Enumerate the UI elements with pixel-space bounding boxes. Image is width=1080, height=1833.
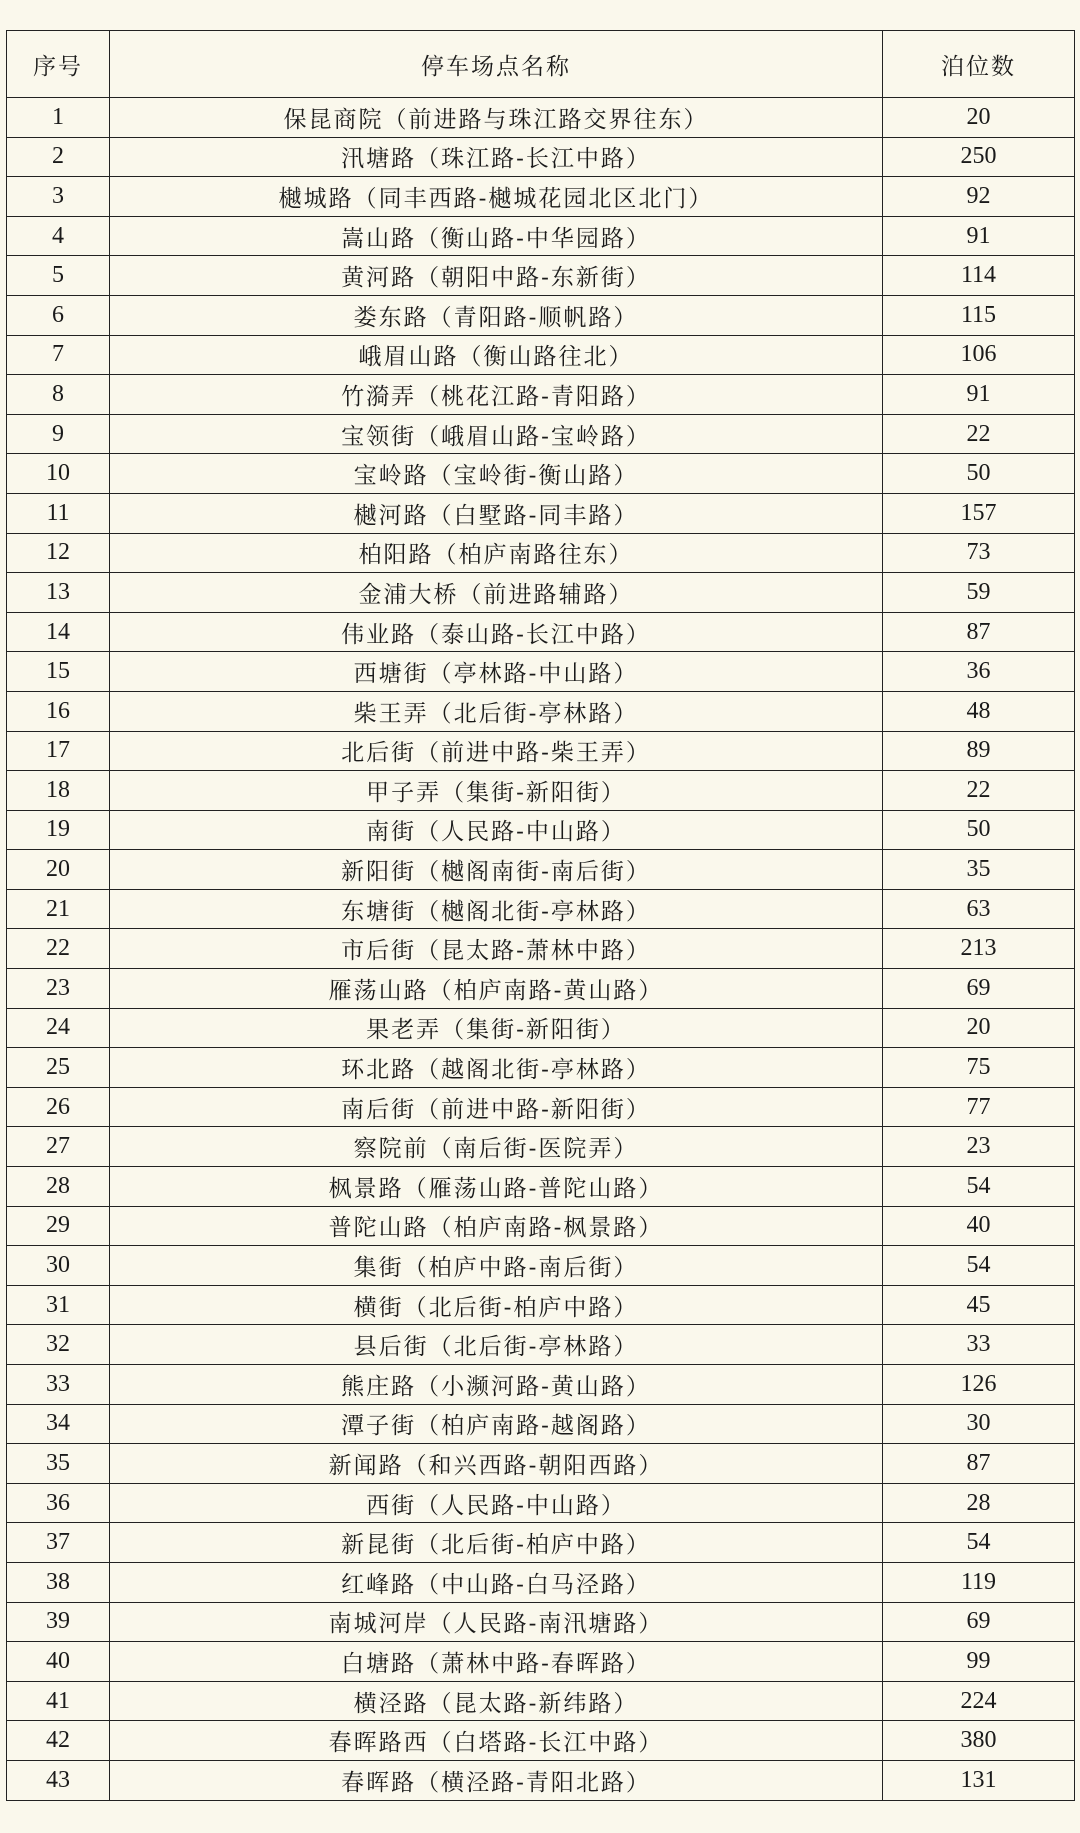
- table-row: [7, 969, 1075, 1009]
- row-space-count: 33: [883, 1325, 1075, 1365]
- row-parking-lot-name: 察院前（南后街-医院弄）: [110, 1127, 883, 1167]
- table-row: [7, 375, 1075, 415]
- row-parking-lot-name: 柴王弄（北后街-亭林路）: [110, 691, 883, 731]
- table-row: [7, 691, 1075, 731]
- table-row: [7, 1404, 1075, 1444]
- row-serial-number: 17: [7, 731, 110, 771]
- row-parking-lot-name: 西街（人民路-中山路）: [110, 1483, 883, 1523]
- header-row: [7, 31, 1075, 98]
- table-row: [7, 1206, 1075, 1246]
- row-parking-lot-name: 柏阳路（柏庐南路往东）: [110, 533, 883, 573]
- row-space-count: 106: [883, 335, 1075, 375]
- row-space-count: 54: [883, 1167, 1075, 1207]
- table-row: [7, 1760, 1075, 1800]
- row-parking-lot-name: 春晖路西（白塔路-长江中路）: [110, 1721, 883, 1761]
- row-space-count: 213: [883, 929, 1075, 969]
- row-serial-number: 5: [7, 256, 110, 296]
- row-serial-number: 21: [7, 889, 110, 929]
- table-row: [7, 1087, 1075, 1127]
- row-parking-lot-name: 甲子弄（集街-新阳街）: [110, 771, 883, 811]
- row-serial-number: 27: [7, 1127, 110, 1167]
- table-header: [7, 31, 1075, 98]
- table-row: [7, 493, 1075, 533]
- row-parking-lot-name: 娄东路（青阳路-顺帆路）: [110, 295, 883, 335]
- table-row: [7, 98, 1075, 138]
- row-space-count: 131: [883, 1760, 1075, 1800]
- row-space-count: 99: [883, 1642, 1075, 1682]
- row-serial-number: 9: [7, 414, 110, 454]
- row-space-count: 63: [883, 889, 1075, 929]
- row-parking-lot-name: 新闻路（和兴西路-朝阳西路）: [110, 1444, 883, 1484]
- row-space-count: 30: [883, 1404, 1075, 1444]
- row-space-count: 89: [883, 731, 1075, 771]
- table-row: [7, 850, 1075, 890]
- row-serial-number: 38: [7, 1562, 110, 1602]
- table-row: [7, 1562, 1075, 1602]
- table-row: [7, 889, 1075, 929]
- row-parking-lot-name: 黄河路（朝阳中路-东新街）: [110, 256, 883, 296]
- row-space-count: 157: [883, 493, 1075, 533]
- row-space-count: 114: [883, 256, 1075, 296]
- row-serial-number: 3: [7, 177, 110, 217]
- row-space-count: 20: [883, 98, 1075, 138]
- row-parking-lot-name: 樾城路（同丰西路-樾城花园北区北门）: [110, 177, 883, 217]
- row-serial-number: 24: [7, 1008, 110, 1048]
- row-parking-lot-name: 宝领街（峨眉山路-宝岭路）: [110, 414, 883, 454]
- row-serial-number: 8: [7, 375, 110, 415]
- row-space-count: 126: [883, 1365, 1075, 1405]
- row-serial-number: 19: [7, 810, 110, 850]
- table-row: [7, 1048, 1075, 1088]
- table-row: [7, 1721, 1075, 1761]
- row-space-count: 250: [883, 137, 1075, 177]
- table-row: [7, 1127, 1075, 1167]
- row-serial-number: 34: [7, 1404, 110, 1444]
- row-serial-number: 42: [7, 1721, 110, 1761]
- header-serial-number: 序号: [7, 31, 110, 98]
- row-space-count: 75: [883, 1048, 1075, 1088]
- row-space-count: 50: [883, 454, 1075, 494]
- table-row: [7, 177, 1075, 217]
- row-parking-lot-name: 伟业路（泰山路-长江中路）: [110, 612, 883, 652]
- row-parking-lot-name: 金浦大桥（前进路辅路）: [110, 573, 883, 613]
- table-row: [7, 1602, 1075, 1642]
- table-row: [7, 533, 1075, 573]
- table-row: [7, 929, 1075, 969]
- row-space-count: 77: [883, 1087, 1075, 1127]
- row-parking-lot-name: 横街（北后街-柏庐中路）: [110, 1285, 883, 1325]
- row-serial-number: 12: [7, 533, 110, 573]
- row-parking-lot-name: 峨眉山路（衡山路往北）: [110, 335, 883, 375]
- row-serial-number: 13: [7, 573, 110, 613]
- row-serial-number: 6: [7, 295, 110, 335]
- table-row: [7, 1642, 1075, 1682]
- row-parking-lot-name: 枫景路（雁荡山路-普陀山路）: [110, 1167, 883, 1207]
- row-space-count: 91: [883, 375, 1075, 415]
- table-row: [7, 1285, 1075, 1325]
- table-row: [7, 731, 1075, 771]
- table-row: [7, 1325, 1075, 1365]
- row-parking-lot-name: 红峰路（中山路-白马泾路）: [110, 1562, 883, 1602]
- row-serial-number: 32: [7, 1325, 110, 1365]
- row-serial-number: 7: [7, 335, 110, 375]
- table-row: [7, 137, 1075, 177]
- row-serial-number: 23: [7, 969, 110, 1009]
- row-parking-lot-name: 南城河岸（人民路-南汛塘路）: [110, 1602, 883, 1642]
- row-parking-lot-name: 雁荡山路（柏庐南路-黄山路）: [110, 969, 883, 1009]
- row-serial-number: 14: [7, 612, 110, 652]
- row-space-count: 380: [883, 1721, 1075, 1761]
- row-space-count: 91: [883, 216, 1075, 256]
- table-row: [7, 295, 1075, 335]
- row-parking-lot-name: 东塘街（樾阁北街-亭林路）: [110, 889, 883, 929]
- row-serial-number: 26: [7, 1087, 110, 1127]
- row-parking-lot-name: 集街（柏庐中路-南后街）: [110, 1246, 883, 1286]
- row-serial-number: 4: [7, 216, 110, 256]
- table-row: [7, 1008, 1075, 1048]
- row-space-count: 22: [883, 771, 1075, 811]
- table-body: [7, 98, 1075, 1801]
- table-row: [7, 1483, 1075, 1523]
- row-space-count: 23: [883, 1127, 1075, 1167]
- row-parking-lot-name: 新阳街（樾阁南街-南后街）: [110, 850, 883, 890]
- row-serial-number: 22: [7, 929, 110, 969]
- row-space-count: 45: [883, 1285, 1075, 1325]
- table-row: [7, 1523, 1075, 1563]
- row-serial-number: 18: [7, 771, 110, 811]
- row-space-count: 87: [883, 612, 1075, 652]
- row-serial-number: 36: [7, 1483, 110, 1523]
- row-serial-number: 28: [7, 1167, 110, 1207]
- table-row: [7, 1365, 1075, 1405]
- row-parking-lot-name: 熊庄路（小濒河路-黄山路）: [110, 1365, 883, 1405]
- row-parking-lot-name: 新昆街（北后街-柏庐中路）: [110, 1523, 883, 1563]
- table-row: [7, 771, 1075, 811]
- row-serial-number: 39: [7, 1602, 110, 1642]
- table-row: [7, 414, 1075, 454]
- row-serial-number: 41: [7, 1681, 110, 1721]
- row-space-count: 119: [883, 1562, 1075, 1602]
- row-serial-number: 2: [7, 137, 110, 177]
- row-parking-lot-name: 嵩山路（衡山路-中华园路）: [110, 216, 883, 256]
- row-space-count: 115: [883, 295, 1075, 335]
- row-parking-lot-name: 普陀山路（柏庐南路-枫景路）: [110, 1206, 883, 1246]
- parking-lot-table-sheet: [6, 30, 1074, 1801]
- table-row: [7, 652, 1075, 692]
- parking-lot-table: [6, 30, 1075, 1801]
- row-serial-number: 16: [7, 691, 110, 731]
- row-serial-number: 25: [7, 1048, 110, 1088]
- row-space-count: 20: [883, 1008, 1075, 1048]
- row-parking-lot-name: 果老弄（集街-新阳街）: [110, 1008, 883, 1048]
- table-row: [7, 1444, 1075, 1484]
- row-serial-number: 31: [7, 1285, 110, 1325]
- row-parking-lot-name: 南后街（前进中路-新阳街）: [110, 1087, 883, 1127]
- row-space-count: 69: [883, 1602, 1075, 1642]
- row-parking-lot-name: 潭子街（柏庐南路-越阁路）: [110, 1404, 883, 1444]
- row-serial-number: 1: [7, 98, 110, 138]
- row-space-count: 54: [883, 1523, 1075, 1563]
- row-serial-number: 30: [7, 1246, 110, 1286]
- row-parking-lot-name: 横泾路（昆太路-新纬路）: [110, 1681, 883, 1721]
- row-serial-number: 40: [7, 1642, 110, 1682]
- row-serial-number: 29: [7, 1206, 110, 1246]
- table-row: [7, 573, 1075, 613]
- row-space-count: 40: [883, 1206, 1075, 1246]
- table-row: [7, 810, 1075, 850]
- table-row: [7, 612, 1075, 652]
- table-row: [7, 335, 1075, 375]
- row-parking-lot-name: 保昆商院（前进路与珠江路交界往东）: [110, 98, 883, 138]
- row-serial-number: 20: [7, 850, 110, 890]
- row-parking-lot-name: 县后街（北后街-亭林路）: [110, 1325, 883, 1365]
- row-space-count: 28: [883, 1483, 1075, 1523]
- row-space-count: 224: [883, 1681, 1075, 1721]
- row-parking-lot-name: 西塘街（亭林路-中山路）: [110, 652, 883, 692]
- row-serial-number: 35: [7, 1444, 110, 1484]
- row-serial-number: 37: [7, 1523, 110, 1563]
- row-parking-lot-name: 南街（人民路-中山路）: [110, 810, 883, 850]
- row-parking-lot-name: 市后街（昆太路-萧林中路）: [110, 929, 883, 969]
- row-parking-lot-name: 春晖路（横泾路-青阳北路）: [110, 1760, 883, 1800]
- row-serial-number: 43: [7, 1760, 110, 1800]
- table-row: [7, 1246, 1075, 1286]
- row-space-count: 73: [883, 533, 1075, 573]
- row-space-count: 36: [883, 652, 1075, 692]
- row-parking-lot-name: 白塘路（萧林中路-春晖路）: [110, 1642, 883, 1682]
- row-serial-number: 15: [7, 652, 110, 692]
- row-space-count: 48: [883, 691, 1075, 731]
- row-serial-number: 33: [7, 1365, 110, 1405]
- row-space-count: 92: [883, 177, 1075, 217]
- table-row: [7, 454, 1075, 494]
- table-row: [7, 216, 1075, 256]
- row-parking-lot-name: 北后街（前进中路-柴王弄）: [110, 731, 883, 771]
- table-row: [7, 1167, 1075, 1207]
- row-serial-number: 10: [7, 454, 110, 494]
- row-parking-lot-name: 竹漪弄（桃花江路-青阳路）: [110, 375, 883, 415]
- row-parking-lot-name: 宝岭路（宝岭街-衡山路）: [110, 454, 883, 494]
- table-row: [7, 256, 1075, 296]
- row-space-count: 69: [883, 969, 1075, 1009]
- row-space-count: 87: [883, 1444, 1075, 1484]
- row-space-count: 35: [883, 850, 1075, 890]
- header-parking-lot-name: 停车场点名称: [110, 31, 883, 98]
- row-space-count: 22: [883, 414, 1075, 454]
- header-space-count: 泊位数: [883, 31, 1075, 98]
- row-parking-lot-name: 环北路（越阁北街-亭林路）: [110, 1048, 883, 1088]
- row-parking-lot-name: 樾河路（白墅路-同丰路）: [110, 493, 883, 533]
- row-space-count: 54: [883, 1246, 1075, 1286]
- table-row: [7, 1681, 1075, 1721]
- row-serial-number: 11: [7, 493, 110, 533]
- row-space-count: 59: [883, 573, 1075, 613]
- row-parking-lot-name: 汛塘路（珠江路-长江中路）: [110, 137, 883, 177]
- row-space-count: 50: [883, 810, 1075, 850]
